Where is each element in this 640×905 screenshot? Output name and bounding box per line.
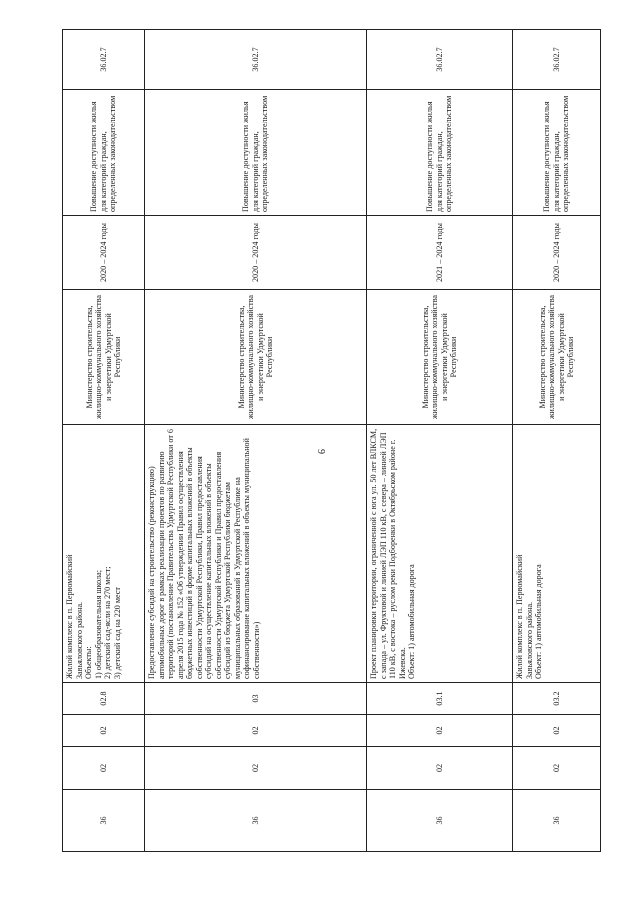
cell-executor: Министерство строительства, жилищно-коммунального хозяйства и энергетики Удмуртской Республики	[145, 290, 367, 425]
cell-m: 03.2	[513, 683, 601, 715]
cell-code: 36.02.7	[367, 30, 513, 90]
cell-code: 36.02.7	[145, 30, 367, 90]
cell-period: 2020 – 2024 годы	[145, 216, 367, 290]
cell-pp: 02	[145, 747, 367, 790]
cell-gp: 36	[63, 790, 145, 852]
cell-gp: 36	[513, 790, 601, 852]
cell-code: 36.02.7	[513, 30, 601, 90]
cell-description: Проект планировки территории, ограниченной с юга ул. 50 лет ВЛКСМ, с запада – ул. Фруктовой и линией ЛЭП 110 кВ, с севера – линией ЛЭП 110 кВ, с востока – руслом реки Подборенки в Октябрьском районе г. Ижевска. Объект: 1) автомобильная дорога	[367, 425, 513, 683]
cell-result: Повышение доступности жилья для категорий граждан, определенных законодательством	[63, 90, 145, 216]
cell-om: 02	[145, 715, 367, 747]
cell-m: 03	[145, 683, 367, 715]
cell-code: 36.02.7	[63, 30, 145, 90]
page-number: 9	[315, 449, 326, 454]
cell-om: 02	[367, 715, 513, 747]
table-row	[513, 30, 601, 852]
cell-om: 02	[513, 715, 601, 747]
table-row	[145, 30, 367, 852]
cell-period: 2021 – 2024 годы	[367, 216, 513, 290]
cell-result: Повышение доступности жилья для категорий граждан, определенных законодательством	[367, 90, 513, 216]
cell-pp: 02	[63, 747, 145, 790]
cell-om: 02	[63, 715, 145, 747]
cell-executor: Министерство строительства, жилищно-коммунального хозяйства и энергетики Удмуртской Республики	[63, 290, 145, 425]
cell-description: Предоставление субсидий на строительство (реконструкцию) автомобильных дорог в рамках реализации проектов по развитию территорий (постановление Правительства Удмуртской Республики от 6 апреля 2015 года № 152 «Об утверждении Правил осуществления бюджетных инвестиций в форме капитальных вложений в объекты собственности Удмуртской Республики, Правил предоставления субсидий на осуществление капитальных вложений в объекты собственности Удмуртской Республики и Правил предоставления субсидий из бюджета Удмуртской Республики бюджетам муниципальных образований в Удмуртской Республике на софинансирование капитальных вложений в объекты муниципальной собственности»)	[145, 425, 367, 683]
rotated-table-wrapper	[62, 30, 600, 852]
cell-result: Повышение доступности жилья для категорий граждан, определенных законодательством	[513, 90, 601, 216]
cell-description: Жилой комплекс в п. Первомайский Завьяловского района. Объект: 1) автомобильная дорога	[513, 425, 601, 683]
table-row	[63, 30, 145, 852]
table-row	[367, 30, 513, 852]
cell-gp: 36	[145, 790, 367, 852]
cell-pp: 02	[513, 747, 601, 790]
cell-period: 2020 – 2024 годы	[513, 216, 601, 290]
cell-result: Повышение доступности жилья для категорий граждан, определенных законодательством	[145, 90, 367, 216]
cell-executor: Министерство строительства, жилищно-коммунального хозяйства и энергетики Удмуртской Республики	[367, 290, 513, 425]
cell-executor: Министерство строительства, жилищно-коммунального хозяйства и энергетики Удмуртской Республики	[513, 290, 601, 425]
cell-gp: 36	[367, 790, 513, 852]
cell-m: 03.1	[367, 683, 513, 715]
cell-pp: 02	[367, 747, 513, 790]
cell-description: Жилой комплекс в п. Первомайский Завьяловского района. Объекты: 1) общеобразовательная школа; 2) детский сад-ясли на 270 мест; 3) детский сад на 220 мест	[63, 425, 145, 683]
cell-period: 2020 – 2024 годы	[63, 216, 145, 290]
cell-m: 02.8	[63, 683, 145, 715]
program-measures-table	[62, 29, 601, 852]
